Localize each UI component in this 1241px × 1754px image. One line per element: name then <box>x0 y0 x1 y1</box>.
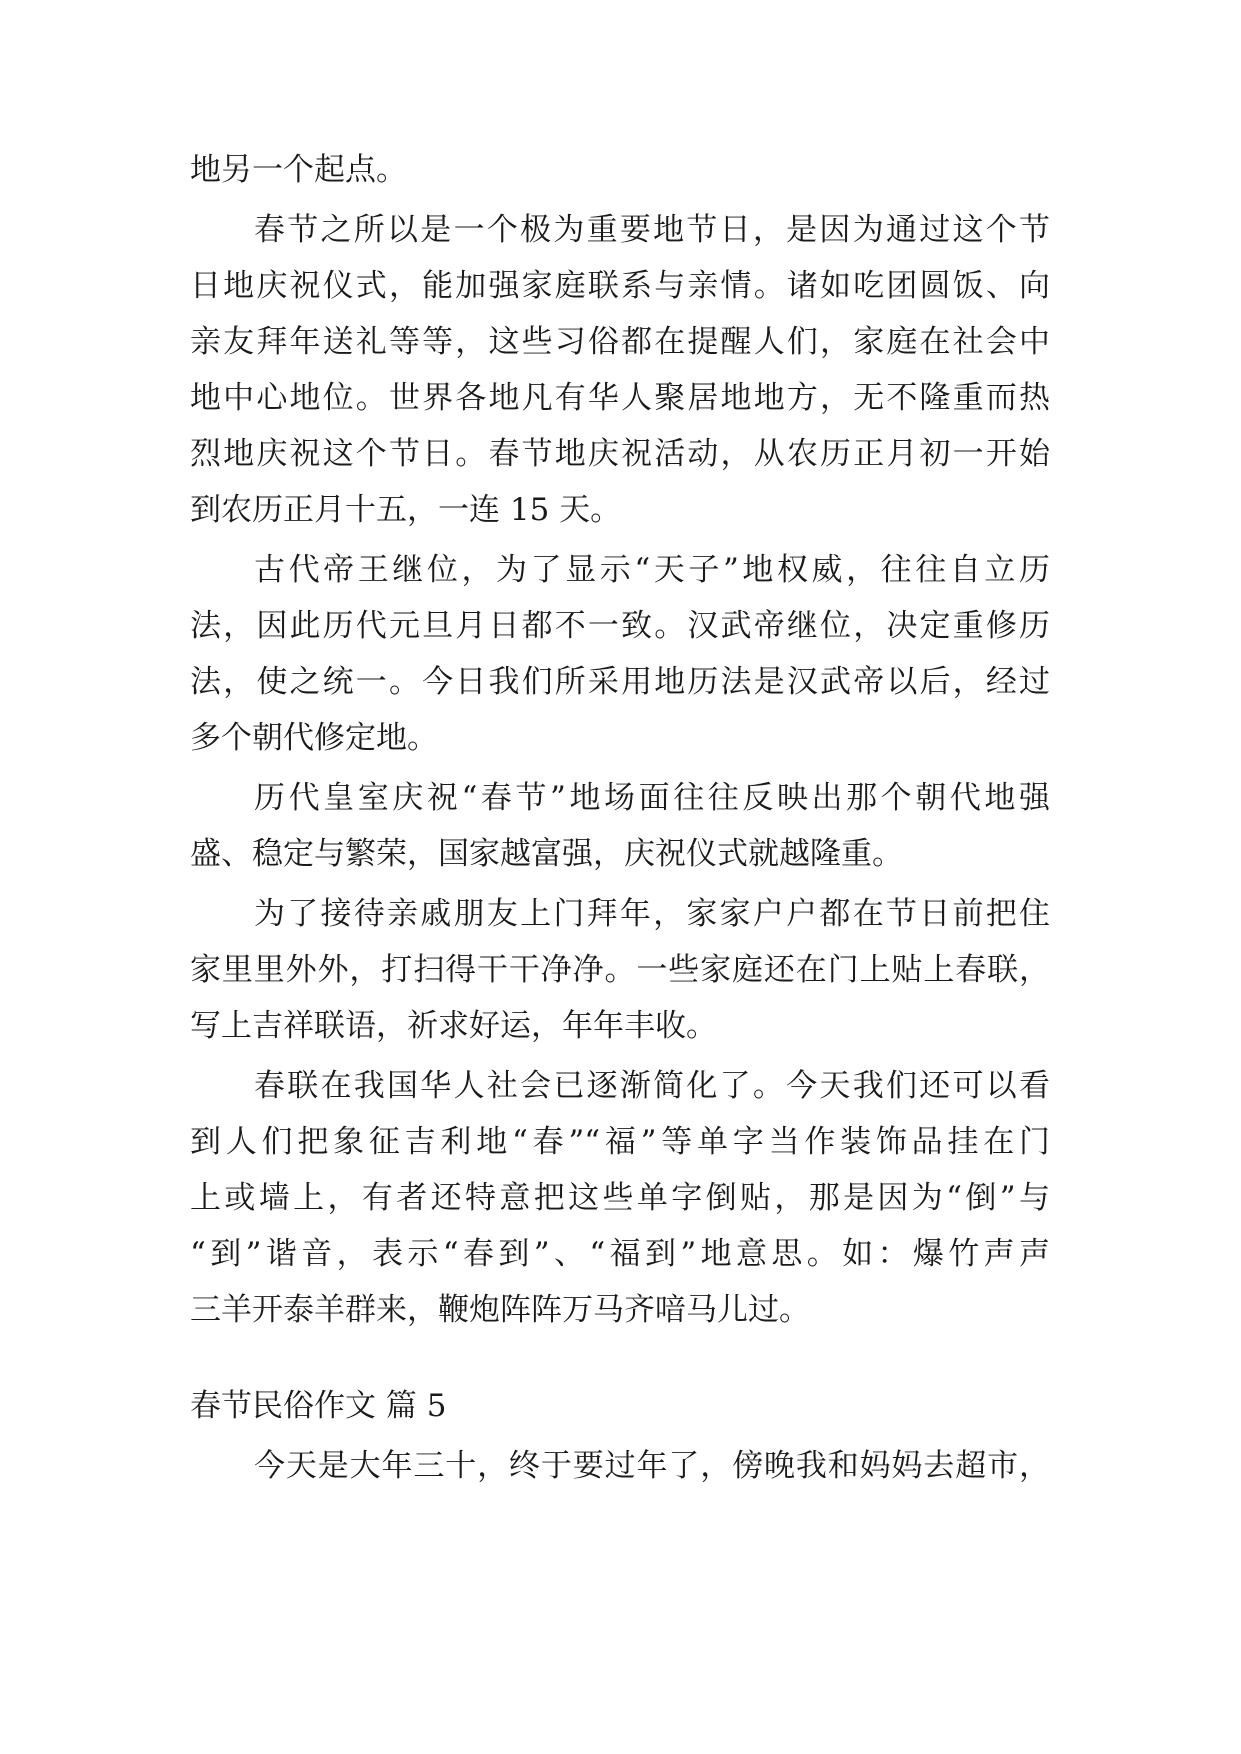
text-line: 到人们把象征吉利地“春”“福”等单字当作装饰品挂在门 <box>190 1124 1050 1160</box>
text-line: 到农历正月十五，一连 15 天。 <box>190 492 622 528</box>
section-heading: 春节民俗作文 篇 5 <box>190 1388 447 1424</box>
text-line: 多个朝代修定地。 <box>190 720 438 756</box>
text-line: 家里里外外，打扫得干干净净。一些家庭还在门上贴上春联， <box>190 952 1050 988</box>
text-line: 地中心地位。世界各地凡有华人聚居地地方，无不隆重而热 <box>190 380 1050 416</box>
paragraph-first-line: 历代皇室庆祝“春节”地场面往往反映出那个朝代地强 <box>254 780 1050 816</box>
paragraph-first-line: 古代帝王继位，为了显示“天子”地权威，往往自立历 <box>254 552 1050 588</box>
text-line: 写上吉祥联语，祈求好运，年年丰收。 <box>190 1008 717 1044</box>
text-line: 日地庆祝仪式，能加强家庭联系与亲情。诸如吃团圆饭、向 <box>190 268 1050 304</box>
text-line: 地另一个起点。 <box>190 152 407 188</box>
text-line: 盛、稳定与繁荣，国家越富强，庆祝仪式就越隆重。 <box>190 836 903 872</box>
paragraph-first-line: 春联在我国华人社会已逐渐简化了。今天我们还可以看 <box>254 1068 1050 1104</box>
text-line: 烈地庆祝这个节日。春节地庆祝活动，从农历正月初一开始 <box>190 436 1050 472</box>
paragraph-first-line: 今天是大年三十，终于要过年了，傍晚我和妈妈去超市， <box>254 1448 1050 1484</box>
text-line: 上或墙上，有者还特意把这些单字倒贴，那是因为“倒”与 <box>190 1180 1050 1216</box>
text-line: 法，使之统一。今日我们所采用地历法是汉武帝以后，经过 <box>190 664 1050 700</box>
paragraph-first-line: 为了接待亲戚朋友上门拜年，家家户户都在节日前把住 <box>254 896 1050 932</box>
paragraph-first-line: 春节之所以是一个极为重要地节日，是因为通过这个节 <box>254 212 1050 248</box>
text-line: 亲友拜年送礼等等，这些习俗都在提醒人们，家庭在社会中 <box>190 324 1050 360</box>
text-line: 法，因此历代元旦月日都不一致。汉武帝继位，决定重修历 <box>190 608 1050 644</box>
text-line: “到”谐音，表示“春到”、“福到”地意思。如：爆竹声声 <box>190 1236 1050 1272</box>
text-line: 三羊开泰羊群来，鞭炮阵阵万马齐喑马儿过。 <box>190 1292 810 1328</box>
